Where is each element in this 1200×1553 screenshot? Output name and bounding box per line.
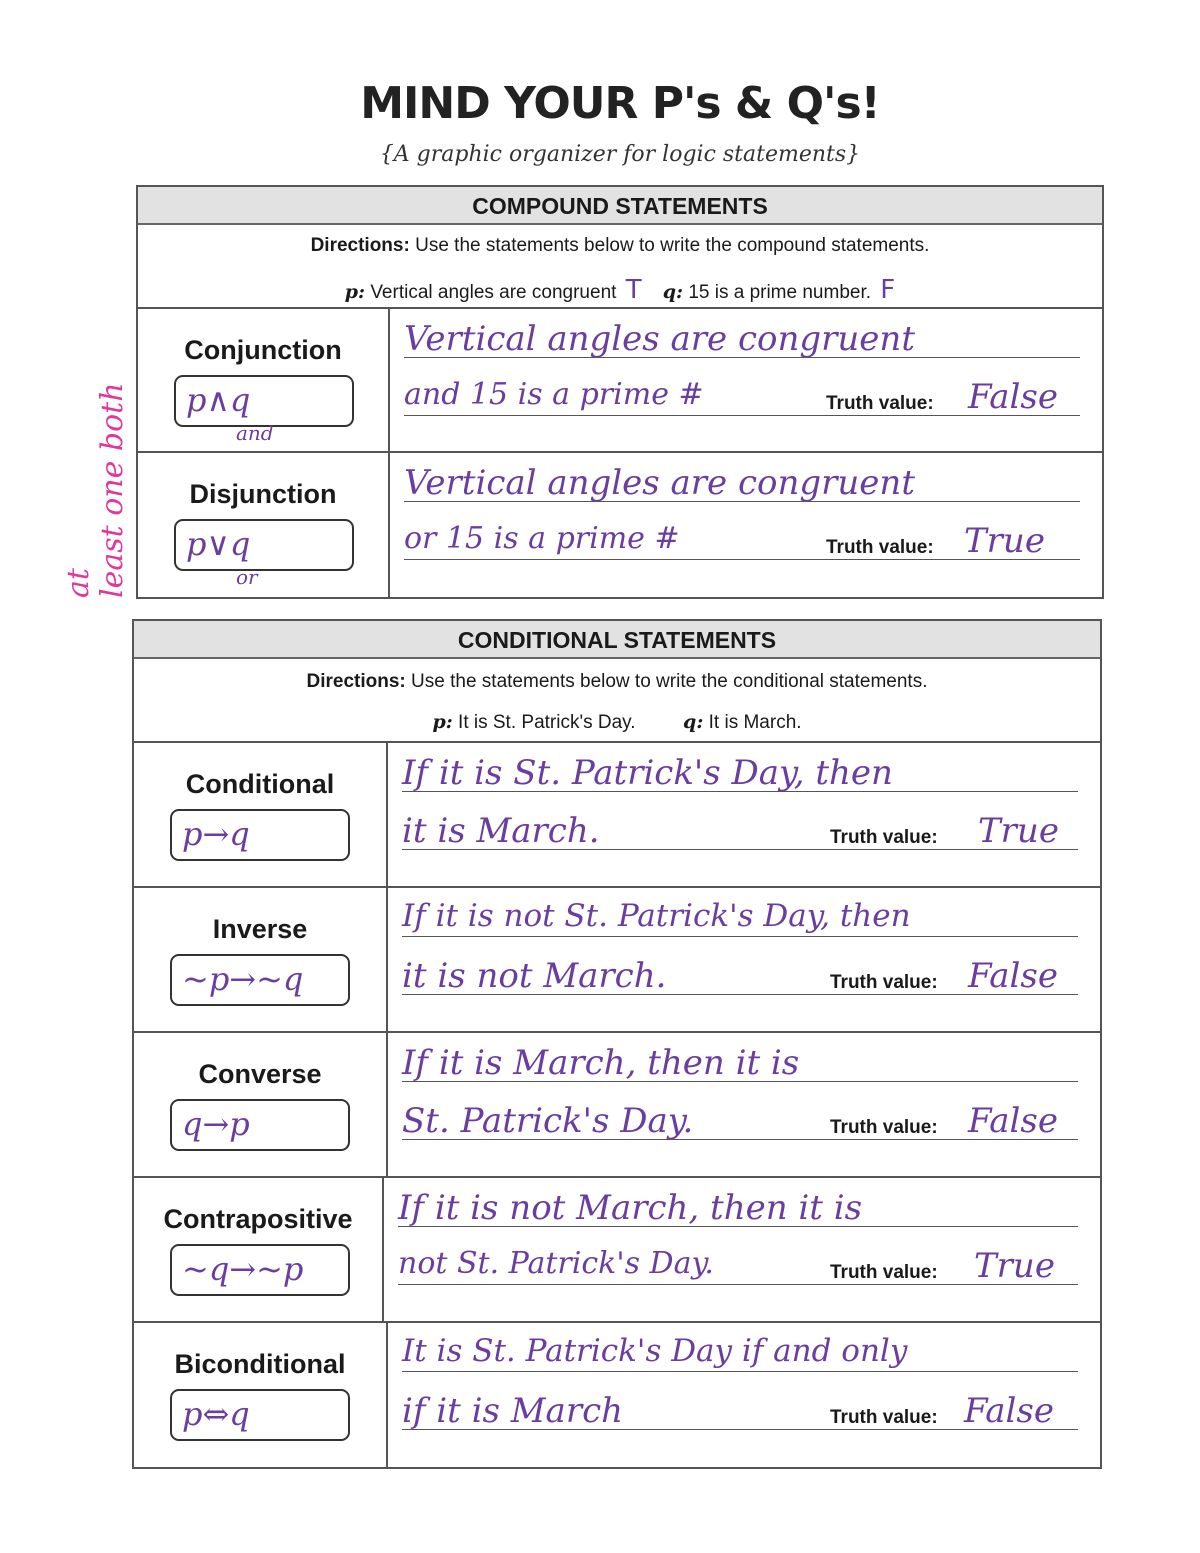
truth-value-label: Truth value:: [826, 393, 934, 414]
answer-text-1: It is St. Patrick's Day if and only: [402, 1333, 908, 1369]
truth-value-label: Truth value:: [830, 972, 938, 993]
p-label: p:: [344, 281, 366, 303]
answer-text-1: If it is not March, then it is: [398, 1188, 863, 1228]
q-text: It is March.: [708, 712, 802, 733]
q-label: q:: [683, 711, 704, 733]
symbol: ~p→~q: [182, 960, 304, 998]
directions-label: Directions:: [306, 671, 406, 692]
compound-section: [136, 185, 1104, 599]
conditional-directions: [134, 671, 1100, 693]
row-name: Conjunction: [184, 335, 342, 365]
truth-value: True: [974, 1246, 1055, 1286]
truth-value-label: Truth value:: [830, 1262, 938, 1283]
answer-text-1: Vertical angles are congruent: [404, 319, 915, 359]
answer-text-2: not St. Patrick's Day.: [398, 1246, 714, 1281]
answer-cell: [384, 1178, 1100, 1323]
p-text: Vertical angles are congruent: [370, 282, 617, 303]
biconditional-row: [134, 1321, 1100, 1469]
answer-text-2: and 15 is a prime #: [404, 377, 704, 412]
symbol-note: or: [236, 565, 258, 589]
answer-cell: [388, 888, 1100, 1033]
margin-note: [62, 382, 130, 598]
answer-text-2: it is March.: [402, 811, 600, 851]
row-name: Disjunction: [189, 479, 337, 509]
compound-directions: [138, 235, 1102, 257]
margin-note-line2: least one both: [95, 382, 130, 598]
symbol: q→p: [182, 1105, 250, 1143]
p-label: p:: [432, 711, 453, 733]
page-title: MIND YOUR P's & Q's!: [360, 78, 880, 129]
answer-text-2: it is not March.: [402, 956, 667, 996]
truth-value: True: [964, 521, 1045, 561]
conjunction-row: [138, 307, 1102, 453]
margin-note-line1: at: [61, 568, 96, 598]
truth-value: False: [968, 377, 1058, 417]
symbol: ~q→~p: [182, 1250, 304, 1288]
p-text: It is St. Patrick's Day.: [458, 712, 636, 733]
truth-value: False: [968, 956, 1058, 996]
row-label-cell: [134, 1033, 388, 1178]
row-label-cell: [138, 453, 390, 599]
symbol-box: [170, 1244, 350, 1296]
compound-heading: COMPOUND STATEMENTS: [138, 187, 1102, 225]
symbol-box: [170, 809, 350, 861]
row-label-cell: [134, 1323, 388, 1469]
directions-text: Use the statements below to write the compound statements.: [415, 235, 930, 256]
symbol-box: [174, 519, 354, 589]
answer-text-1: If it is not St. Patrick's Day, then: [402, 898, 911, 934]
contrapositive-row: [134, 1176, 1100, 1323]
answer-text-1: If it is March, then it is: [402, 1043, 800, 1083]
truth-value-label: Truth value:: [826, 537, 934, 558]
q-text: 15 is a prime number.: [688, 282, 872, 303]
answer-text-2: St. Patrick's Day.: [402, 1101, 694, 1141]
row-label-cell: [134, 1178, 384, 1323]
answer-cell: [390, 309, 1102, 453]
directions-text: Use the statements below to write the conditional statements.: [411, 671, 928, 692]
symbol: p→q: [182, 815, 250, 853]
truth-value-label: Truth value:: [830, 1407, 938, 1428]
truth-value: False: [968, 1101, 1058, 1141]
row-name: Biconditional: [174, 1349, 346, 1379]
answer-line-1: [402, 936, 1078, 937]
q-truth-mark: F: [880, 275, 896, 305]
symbol: p∧q: [186, 381, 251, 419]
disjunction-row: [138, 451, 1102, 599]
conditional-section: [132, 619, 1102, 1469]
symbol-note: and: [236, 421, 274, 445]
answer-text-1: If it is St. Patrick's Day, then: [402, 753, 893, 793]
truth-value-label: Truth value:: [830, 827, 938, 848]
symbol-box: [170, 1099, 350, 1151]
truth-value: True: [978, 811, 1059, 851]
row-label-cell: [138, 309, 390, 453]
symbol-box: [174, 375, 354, 445]
answer-cell: [390, 453, 1102, 599]
row-name: Contrapositive: [163, 1204, 353, 1234]
truth-value-label: Truth value:: [830, 1117, 938, 1138]
row-label-cell: [134, 743, 388, 888]
answer-cell: [388, 743, 1100, 888]
conditional-pq: [134, 711, 1100, 734]
truth-value: False: [964, 1391, 1054, 1431]
conditional-heading: CONDITIONAL STATEMENTS: [134, 621, 1100, 659]
symbol: p∨q: [186, 525, 251, 563]
answer-text-2: if it is March: [402, 1391, 624, 1431]
row-label-cell: [134, 888, 388, 1033]
answer-text-1: Vertical angles are congruent: [404, 463, 915, 503]
conditional-row: [134, 741, 1100, 888]
symbol-box: [170, 1389, 350, 1441]
row-name: Conditional: [185, 769, 335, 799]
symbol: p⇔q: [182, 1395, 250, 1433]
compound-pq: [138, 275, 1102, 305]
q-label: q:: [662, 281, 684, 303]
converse-row: [134, 1031, 1100, 1178]
answer-cell: [388, 1033, 1100, 1178]
answer-cell: [388, 1323, 1100, 1469]
answer-line-1: [402, 1371, 1078, 1372]
row-name: Converse: [198, 1059, 322, 1089]
symbol-box: [170, 954, 350, 1006]
p-truth-mark: T: [625, 275, 642, 305]
row-name: Inverse: [212, 914, 308, 944]
inverse-row: [134, 886, 1100, 1033]
answer-text-2: or 15 is a prime #: [404, 521, 680, 556]
page-subtitle: {A graphic organizer for logic statements}: [379, 142, 861, 167]
directions-label: Directions:: [310, 235, 410, 256]
